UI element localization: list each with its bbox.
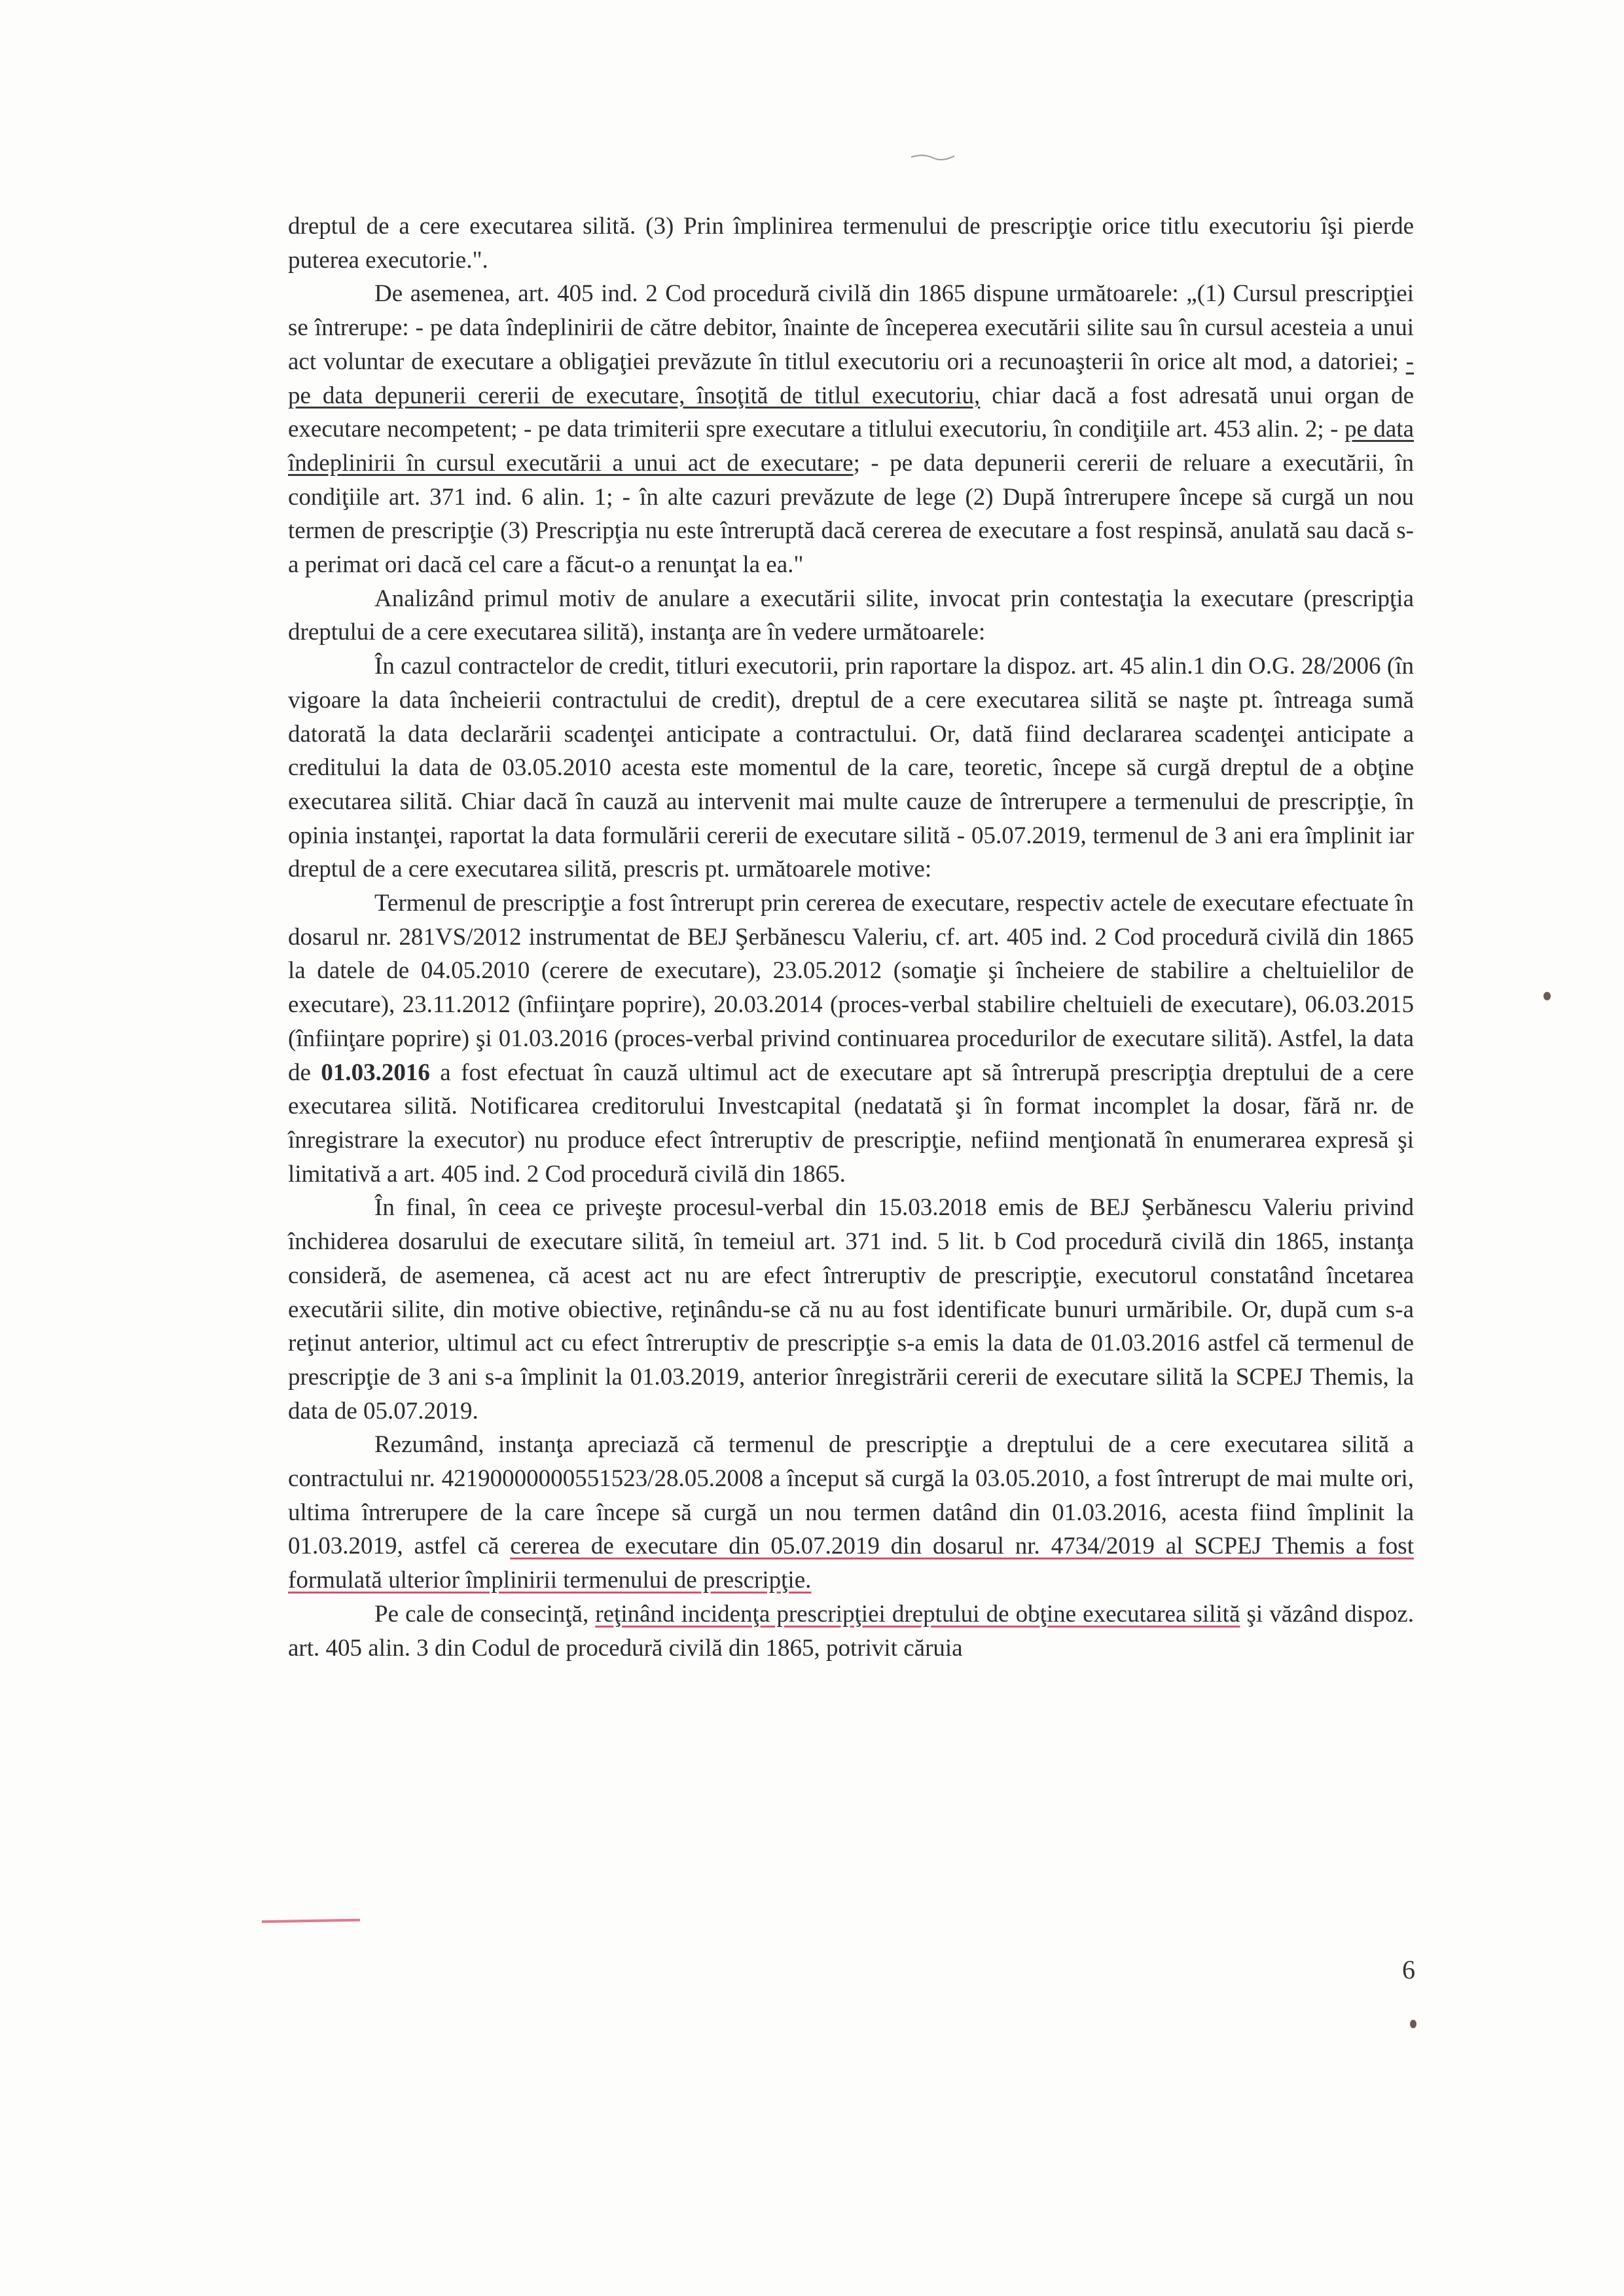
paragraph-6: În final, în ceea ce priveşte procesul-verbal din 15.03.2018 emis de BEJ Şerbănescu Valeriu privind închiderea dosarului de executare silită, în temeiul art. 371 ind. 5 lit. b Cod procedură civilă din 1865, instanţa consideră, de asemenea, că acest act nu are efect întreruptiv de prescripţie, executorul constatând încetarea executării silite, din motive obiective, reţinându-se că nu au fost identificate bunuri urmăribile. Or, după cum s-a reţinut anterior, ultimul act cu efect întreruptiv de prescripţie s-a emis la data de 01.03.2016 astfel că termenul de prescripţie de 3 ani s-a împlinit la 01.03.2019, anterior înregistrării cererii de executare silită la SCPEJ Themis, la data de 05.07.2019. <box>288 1194 1414 1425</box>
paragraph-8: Pe cale de consecinţă, reţinând incidenţa prescripţiei dreptului de obţine executarea silită şi văzând dispoz. art. 405 alin. 3 din Codul de procedură civilă din 1865, potrivit căruia <box>288 1600 1414 1662</box>
paragraph-7: Rezumând, instanţa apreciază că termenul de prescripţie a dreptului de a cere executarea silită a contractului nr. 42190000000551523/28.05.2008 a început să curgă la 03.05.2010, a fost întrerupt de mai multe ori, ultima întrerupere de la care începe să curgă un nou termen datând din 01.03.2016, acesta fiind împlinit la 01.03.2019, astfel că cererea de executare din 05.07.2019 din dosarul nr. 4734/2019 al SCPEJ Themis a fost formulată ulterior împlinirii termenului de prescripţie. <box>288 1431 1414 1594</box>
scan-smudge <box>910 152 956 161</box>
red-underlined-phrase: cererea de executare din 05.07.2019 din dosarul nr. 4734/2019 al SCPEJ Themis a fost formulată ulterior împlinirii termenului de prescripţie. <box>288 1533 1414 1594</box>
handwritten-red-mark <box>262 1919 360 1923</box>
red-underlined-phrase: reţinând incidenţa prescripţiei dreptului de obţine executarea silită <box>595 1600 1240 1628</box>
underlined-phrase: pe data îndeplinirii în cursul executării a unui act de executare <box>288 416 1414 477</box>
paragraph-5: Termenul de prescripţie a fost întrerupt prin cererea de executare, respectiv actele de executare efectuate în dosarul nr. 281VS/2012 instrumentat de BEJ Şerbănescu Valeriu, cf. art. 405 ind. 2 Cod procedură civilă din 1865 la datele de 04.05.2010 (cerere de executare), 23.05.2012 (somaţie şi încheiere de stabilire a cheltuielilor de executare), 23.11.2012 (înfiinţare poprire), 20.03.2014 (proces-verbal stabilire cheltuieli de executare), 06.03.2015 (înfiinţare poprire) şi 01.03.2016 (proces-verbal privind continuarea procedurilor de executare silită). Astfel, la data de 01.03.2016 a fost efectuat în cauză ultimul act de executare apt să întrerupă prescripţia dreptului de a cere executarea silită. Notificarea creditorului Investcapital (nedatată şi în format incomplet la dosar, fără nr. de înregistrare la executor) nu produce efect întreruptiv de prescripţie, nefiind menţionată în enumerarea expresă şi limitativă a art. 405 ind. 2 Cod procedură civilă din 1865. <box>288 890 1414 1188</box>
paragraph-2: De asemenea, art. 405 ind. 2 Cod procedură civilă din 1865 dispune următoarele: „(1) Cursul prescripţiei se întrerupe: - pe data îndeplinirii de către debitor, înainte de începerea executării silite sau în cursul acesteia a unui act voluntar de executare a obligaţiei prevăzute în titlul executoriu ori a recunoaşterii în orice alt mod, a datoriei; - pe data depunerii cererii de executare, însoţită de titlul executoriu, chiar dacă a fost adresată unui organ de executare necompetent; - pe data trimiterii spre executare a titlului executoriu, în condiţiile art. 453 alin. 2; - pe data îndeplinirii în cursul executării a unui act de executare; - pe data depunerii cererii de reluare a executării, în condiţiile art. 371 ind. 6 alin. 1; - în alte cazuri prevăzute de lege (2) După întrerupere începe să curgă un nou termen de prescripţie (3) Prescripţia nu este întreruptă dacă cererea de executare a fost respinsă, anulată sau dacă s-a perimat ori dacă cel care a făcut-o a renunţat la ea." <box>288 280 1414 579</box>
page-number: 6 <box>1402 1955 1415 1984</box>
document-body <box>288 210 1414 1665</box>
bold-date: 01.03.2016 <box>321 1059 430 1086</box>
paragraph-3: Analizând primul motiv de anulare a executării silite, invocat prin contestaţia la executare (prescripţia dreptului de a cere executarea silită), instanţa are în vedere următoarele: <box>288 585 1414 646</box>
paragraph-4: În cazul contractelor de credit, titluri executorii, prin raportare la dispoz. art. 45 alin.1 din O.G. 28/2006 (în vigoare la data încheierii contractului de credit), dreptul de a cere executarea silită se naşte pt. întreaga sumă datorată la data declarării scadenţei anticipate a contractului. Or, dată fiind declararea scadenţei anticipate a creditului la data de 03.05.2010 acesta este momentul de la care, teoretic, începe să curgă dreptul de a obţine executarea silită. Chiar dacă în cauză au intervenit mai multe cauze de întrerupere a termenului de prescripţie, în opinia instanţei, raportat la data formulării cererii de executare silită - 05.07.2019, termenul de 3 ani era împlinit iar dreptul de a cere executarea silită, prescris pt. următoarele motive: <box>288 653 1414 883</box>
scan-dot <box>1410 2020 1416 2028</box>
underlined-phrase: - pe data depunerii cererii de executare, însoţită de titlul executoriu, <box>288 348 1414 409</box>
scan-dot <box>1543 992 1551 1000</box>
paragraph-1: dreptul de a cere executarea silită. (3) Prin împlinirea termenului de prescripţie orice titlu executoriu îşi pierde puterea executorie.". <box>288 213 1414 274</box>
